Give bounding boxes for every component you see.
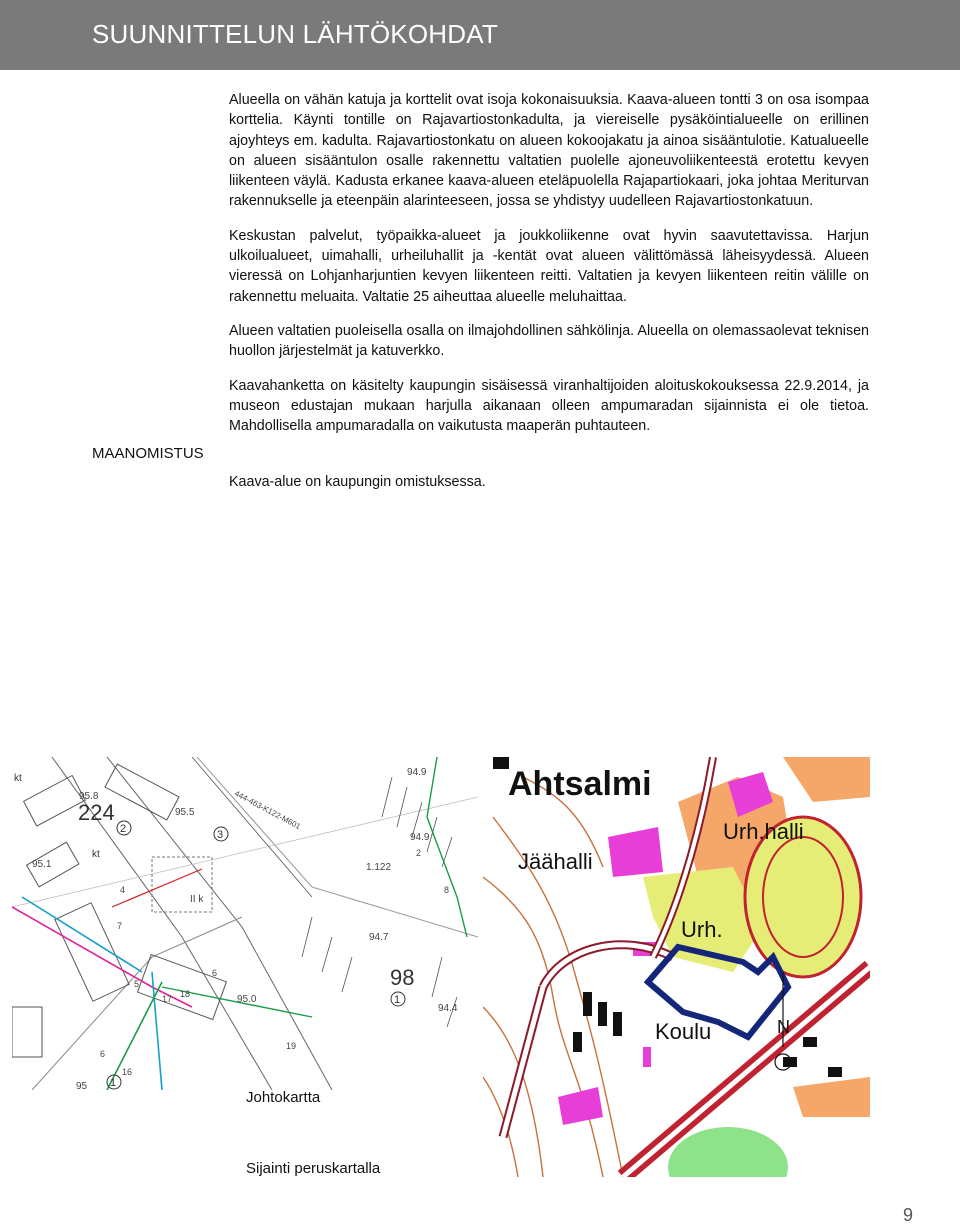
north-label: N xyxy=(777,1017,790,1037)
map-label: Koulu xyxy=(655,1019,712,1044)
map-label: 1.122 xyxy=(366,862,392,873)
map-label: 1 xyxy=(110,1077,117,1089)
map-label: 5 xyxy=(134,979,140,989)
map-label: 2 xyxy=(416,848,422,858)
map-label: 16 xyxy=(122,1067,133,1077)
map-caption: Sijainti peruskartalla xyxy=(246,1160,381,1177)
map-label: kt xyxy=(14,773,22,784)
paragraph: Alueen valtatien puoleisella osalla on ilmajohdollinen sähkölinja. Alueella on olemassaolevat teknisen huollon järjestelmät ja katuverkko. xyxy=(229,322,869,360)
paragraph: Keskustan palvelut, työpaikka-alueet ja joukkoliikenne ovat hyvin saavutettavissa. Harjun ulkoilualueet, uimahalli, urheiluhallit ja -kentät ovat alueen välittömässä läheisyydessä. Alueen vieressä on Lohjanharjuntien kevyen liikenteen reitti. Valtatien ja kevyen liikenteen reitin välille on rakennettu meluaita. Valtatie 25 aiheuttaa alueelle meluhaittaa. xyxy=(229,227,869,305)
location-map xyxy=(483,757,870,1177)
map-label: 95.5 xyxy=(175,807,195,818)
map-label: kt xyxy=(92,849,100,860)
block-number: 98 xyxy=(390,965,415,990)
map-label: 1 xyxy=(394,994,401,1006)
map-label: 6 xyxy=(100,1049,106,1059)
map-label: 95 xyxy=(76,1081,88,1090)
map-label: II k xyxy=(190,894,204,905)
utility-map xyxy=(12,757,478,1090)
map-label: 94.9 xyxy=(410,832,430,843)
map-label: 18 xyxy=(180,989,191,999)
page-number: 9 xyxy=(903,1205,914,1225)
map-label: Jäähalli xyxy=(518,849,593,874)
paragraph: Alueella on vähän katuja ja korttelit ovat isoja kokonaisuuksia. Kaava-alueen tontti 3 on osa isompaa korttelia. Käynti tontille on Rajavartiostonkadulta, ja viereiselle pysäköintialueelle on erillinen ajoyhteys em. kadulta. Rajavartiostonkatu on alueen kokoojakatu ja ainoa sisääntulotie. Katualueelle on alueen sisääntulon osalle rakennettu valtatien puolelle ajoneuvoliikenteestä erotettu kevyen liikenteen väylä. Kadusta erkanee kaava-alueen eteläpuolella Rajapartiokaari, joka johtaa Meriturvan rakennukselle ja eteenpäin alarinteeseen, jossa se yhdistyy uudelleen Rajavartiostonkatuun. xyxy=(229,92,869,210)
map-label: 95.1 xyxy=(32,859,52,870)
map-label: Urh.halli xyxy=(723,819,804,844)
map-label: 17 xyxy=(162,994,173,1004)
page-title: SUUNNITTELUN LÄHTÖKOHDAT xyxy=(92,19,498,49)
map-caption: Johtokartta xyxy=(246,1089,321,1106)
map-label: 95.8 xyxy=(79,791,99,802)
map-label: 6 xyxy=(212,968,218,978)
map-label: 94.7 xyxy=(369,932,389,943)
map-label: 444-463-K122-M601 xyxy=(233,788,303,832)
page-header xyxy=(0,0,960,70)
body-text xyxy=(229,90,869,450)
area-name: Ahtsalmi xyxy=(508,765,652,803)
map-label: Urh. xyxy=(681,917,723,942)
paragraph: Kaavahanketta on käsitelty kaupungin sisäisessä viranhaltijoiden aloituskokouksessa 22.9.2014, ja museon edustajan mukaan harjulla aikanaan olleen ampumaradan sijainnista ei ole tietoa. Mahdollisella ampumaradalla on vaikutusta maaperän puhtauteen. xyxy=(229,377,869,435)
map-label: 7 xyxy=(117,921,123,931)
map-label: 2 xyxy=(120,823,127,835)
ownership-text: Kaava-alue on kaupungin omistuksessa. xyxy=(229,474,486,490)
map-label: 95.0 xyxy=(237,994,257,1005)
map-label: 3 xyxy=(217,829,224,841)
map-label: 94.4 xyxy=(438,1003,458,1014)
map-label: 4 xyxy=(120,885,126,895)
section-label: MAANOMISTUS xyxy=(92,445,204,462)
map-label: 8 xyxy=(444,885,450,895)
map-label: 94.9 xyxy=(407,767,427,778)
block-number: 224 xyxy=(78,800,115,825)
map-label: 19 xyxy=(286,1041,297,1051)
